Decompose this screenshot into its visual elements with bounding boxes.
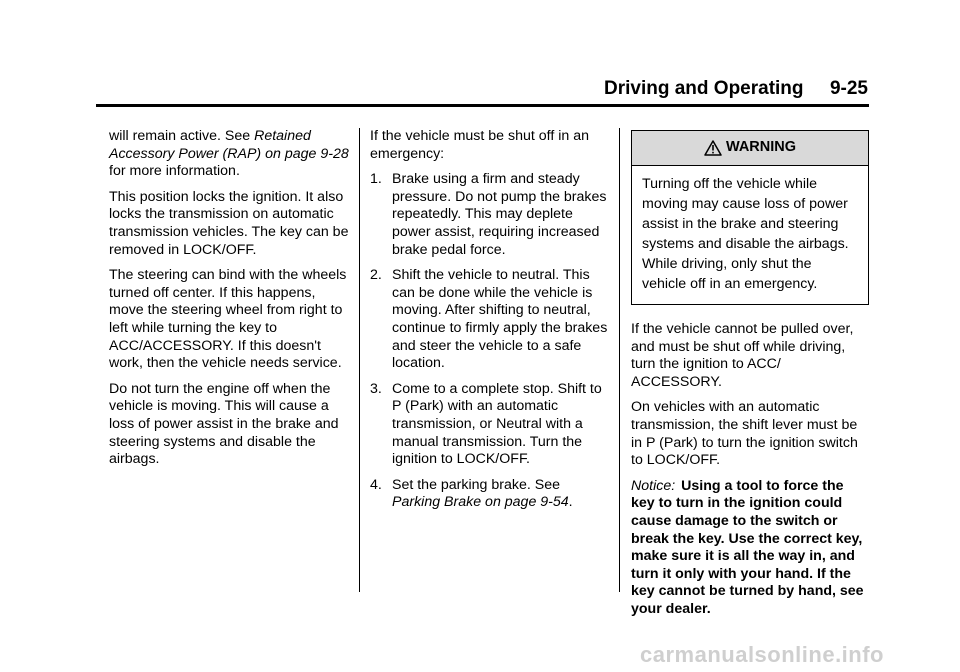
header-rule xyxy=(96,104,869,107)
column-middle xyxy=(370,128,610,520)
list-item xyxy=(370,477,610,512)
notice-text: Using a tool to force the key to turn in the ignition could cause damage to the switch or break the key. Use the correct key, make sure it is all the way in, and turn it only with your hand. If the key cannot be turned by hand, see your dealer. xyxy=(631,477,864,617)
warning-triangle-icon xyxy=(704,140,722,156)
step-number: 3. xyxy=(370,380,382,397)
step-text: Set the parking brake. See xyxy=(392,476,560,493)
step-text: Come to a complete stop. Shift to P (Park) with an automatic transmission, or Neutral with a manual transmission. Turn the ignition to LOCK/OFF. xyxy=(392,380,602,468)
step-text: Brake using a firm and steady pressure. Do not pump the brakes repeatedly. This may deplete power assist, requiring increased brake pedal force. xyxy=(392,171,607,258)
notice-paragraph xyxy=(631,478,869,619)
column-right xyxy=(631,130,869,627)
warning-box xyxy=(631,130,869,305)
column-divider xyxy=(619,128,620,592)
step-number: 2. xyxy=(370,267,382,284)
cross-reference-link[interactable]: Parking Brake on page 9-54 xyxy=(392,494,569,511)
page-number: 9-25 xyxy=(829,78,868,99)
steps-list xyxy=(370,171,610,512)
warning-body: Turning off the vehicle while moving may cause loss of power assist in the brake and steering systems and disable the airbags. While driving, only shut the vehicle off in an emergency. xyxy=(642,176,849,292)
paragraph-text: for more information. xyxy=(109,163,240,180)
column-divider xyxy=(359,128,360,592)
list-item xyxy=(370,171,610,259)
step-text: Shift the vehicle to neutral. This can be done while the vehicle is moving. After shifting to neutral, continue to firmly apply the brakes and steer the vehicle to a safe location. xyxy=(392,267,608,372)
step-number: 1. xyxy=(370,171,382,188)
page-header xyxy=(604,78,868,100)
paragraph: On vehicles with an automatic transmission, the shift lever must be in P (Park) to turn the ignition switch to LOCK/OFF. xyxy=(631,399,858,469)
paragraph: Do not turn the engine off when the vehicle is moving. This will cause a loss of power assist in the brake and steering systems and disable the airbags. xyxy=(109,380,339,468)
column-left xyxy=(109,128,349,477)
paragraph: This position locks the ignition. It also locks the transmission on automatic transmission vehicles. The key can be removed in LOCK/OFF. xyxy=(109,188,349,258)
paragraph: The steering can bind with the wheels turned off center. If this happens, move the steering wheel from right to left while turning the key to ACC/ACCESSORY. If this doesn't work, then the vehicle needs service. xyxy=(109,267,347,372)
watermark: carmanualsonline.info xyxy=(640,642,884,667)
notice-label: Notice: xyxy=(631,477,676,494)
paragraph xyxy=(109,128,349,181)
warning-title: WARNING xyxy=(725,139,797,156)
paragraph-text: will remain active. See xyxy=(109,128,255,144)
section-title: Driving and Operating xyxy=(604,78,804,99)
step-number: 4. xyxy=(370,476,382,493)
list-item xyxy=(370,381,610,469)
paragraph: If the vehicle cannot be pulled over, and must be shut off while driving, turn the ignition to ACC/ ACCESSORY. xyxy=(631,321,854,390)
paragraph: If the vehicle must be shut off in an emergency: xyxy=(370,128,589,162)
cross-reference-link[interactable]: Retained Accessory Power (RAP) on page 9-28 xyxy=(109,128,349,162)
warning-header xyxy=(632,131,868,166)
step-text: . xyxy=(568,494,573,511)
list-item xyxy=(370,267,610,373)
